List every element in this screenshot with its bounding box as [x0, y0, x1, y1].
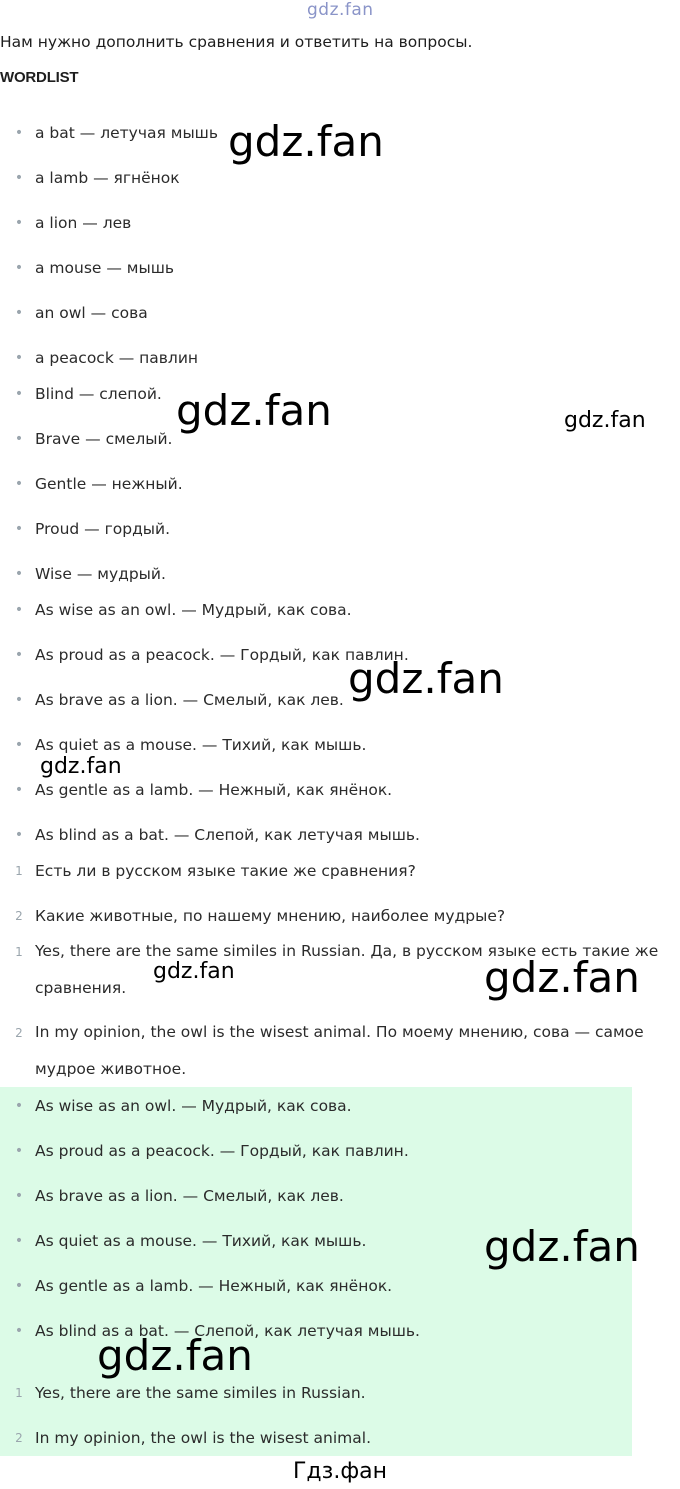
- bullet-marker: •: [14, 1188, 24, 1204]
- watermark-text: gdz.fan: [484, 953, 640, 1002]
- bullet-marker: •: [14, 647, 24, 663]
- intro-text: Нам нужно дополнить сравнения и ответить на вопросы.: [0, 33, 473, 51]
- list-item-text: an owl — сова: [35, 304, 148, 322]
- bullet-marker: •: [14, 827, 24, 843]
- footer-title: Гдз.фан: [293, 1459, 387, 1484]
- list-item-text: a lamb — ягнёнок: [35, 169, 180, 187]
- bullet-marker: •: [14, 737, 24, 753]
- watermark-text: gdz.fan: [97, 1331, 253, 1380]
- site-logo[interactable]: gdz.fan: [307, 0, 374, 20]
- watermark-text: gdz.fan: [564, 408, 646, 433]
- list-item-text: As proud as a peacock. — Гордый, как павлин.: [35, 1142, 409, 1160]
- list-item-text: a bat — летучая мышь: [35, 124, 218, 142]
- bullet-marker: •: [14, 1098, 24, 1114]
- bullet-marker: •: [14, 1233, 24, 1249]
- bullet-marker: •: [14, 521, 24, 537]
- list-item-text: Proud — гордый.: [35, 520, 171, 538]
- list-number: 1: [15, 945, 23, 959]
- watermark-text: gdz.fan: [176, 386, 332, 435]
- list-number: 1: [15, 864, 23, 878]
- bullet-marker: •: [14, 692, 24, 708]
- list-item-text: a peacock — павлин: [35, 349, 199, 367]
- list-item-text: Brave — смелый.: [35, 430, 173, 448]
- list-item-text: As wise as an owl. — Мудрый, как сова.: [35, 601, 352, 619]
- list-item-text: Yes, there are the same similes in Russian.: [35, 1384, 366, 1402]
- bullet-marker: •: [14, 305, 24, 321]
- bullet-marker: •: [14, 386, 24, 402]
- list-item-text: As quiet as a mouse. — Тихий, как мышь.: [35, 1232, 367, 1250]
- bullet-marker: •: [14, 602, 24, 618]
- list-item-text: Yes, there are the same similes in Russian. Да, в русском языке есть такие же сравнения.: [35, 942, 659, 997]
- bullet-marker: •: [14, 350, 24, 366]
- bullet-marker: •: [14, 1323, 24, 1339]
- list-item-text: As blind as a bat. — Слепой, как летучая мышь.: [35, 1322, 420, 1340]
- wordlist-heading: WORDLIST: [0, 69, 79, 86]
- list-item-text: As proud as a peacock. — Гордый, как павлин.: [35, 646, 409, 664]
- list-item-text: As wise as an owl. — Мудрый, как сова.: [35, 1097, 352, 1115]
- list-number: 1: [15, 1386, 23, 1400]
- list-item-text: a lion — лев: [35, 214, 132, 232]
- list-item-text: As quiet as a mouse. — Тихий, как мышь.: [35, 736, 367, 754]
- list-item-text: Wise — мудрый.: [35, 565, 166, 583]
- bullet-marker: •: [14, 170, 24, 186]
- list-item-text: As gentle as a lamb. — Нежный, как янёнок.: [35, 781, 393, 799]
- list-item-text: As brave as a lion. — Смелый, как лев.: [35, 1187, 344, 1205]
- list-number: 2: [15, 1026, 23, 1040]
- watermark-text: gdz.fan: [153, 959, 235, 984]
- bullet-marker: •: [14, 215, 24, 231]
- bullet-marker: •: [14, 476, 24, 492]
- list-item-text: Blind — слепой.: [35, 385, 162, 403]
- bullet-marker: •: [14, 1143, 24, 1159]
- bullet-marker: •: [14, 260, 24, 276]
- watermark-text: gdz.fan: [40, 754, 122, 779]
- list-item-text: As brave as a lion. — Смелый, как лев.: [35, 691, 344, 709]
- list-item-text: a mouse — мышь: [35, 259, 175, 277]
- list-number: 2: [15, 1431, 23, 1445]
- list-item-text: As gentle as a lamb. — Нежный, как янёнок.: [35, 1277, 393, 1295]
- watermark-text: gdz.fan: [228, 117, 384, 166]
- list-item-text: Есть ли в русском языке такие же сравнения?: [35, 862, 416, 880]
- bullet-marker: •: [14, 431, 24, 447]
- bullet-marker: •: [14, 125, 24, 141]
- list-item-text: In my opinion, the owl is the wisest animal. По моему мнению, сова — самое мудрое животное.: [35, 1023, 644, 1078]
- list-item-text: As blind as a bat. — Слепой, как летучая мышь.: [35, 826, 420, 844]
- watermark-text: gdz.fan: [484, 1222, 640, 1271]
- list-number: 2: [15, 909, 23, 923]
- list-item-text: In my opinion, the owl is the wisest animal.: [35, 1429, 372, 1447]
- bullet-marker: •: [14, 1278, 24, 1294]
- watermark-text: gdz.fan: [348, 654, 504, 703]
- bullet-marker: •: [14, 566, 24, 582]
- list-item-text: Какие животные, по нашему мнению, наиболее мудрые?: [35, 907, 506, 925]
- bullet-marker: •: [14, 782, 24, 798]
- list-item-text: Gentle — нежный.: [35, 475, 183, 493]
